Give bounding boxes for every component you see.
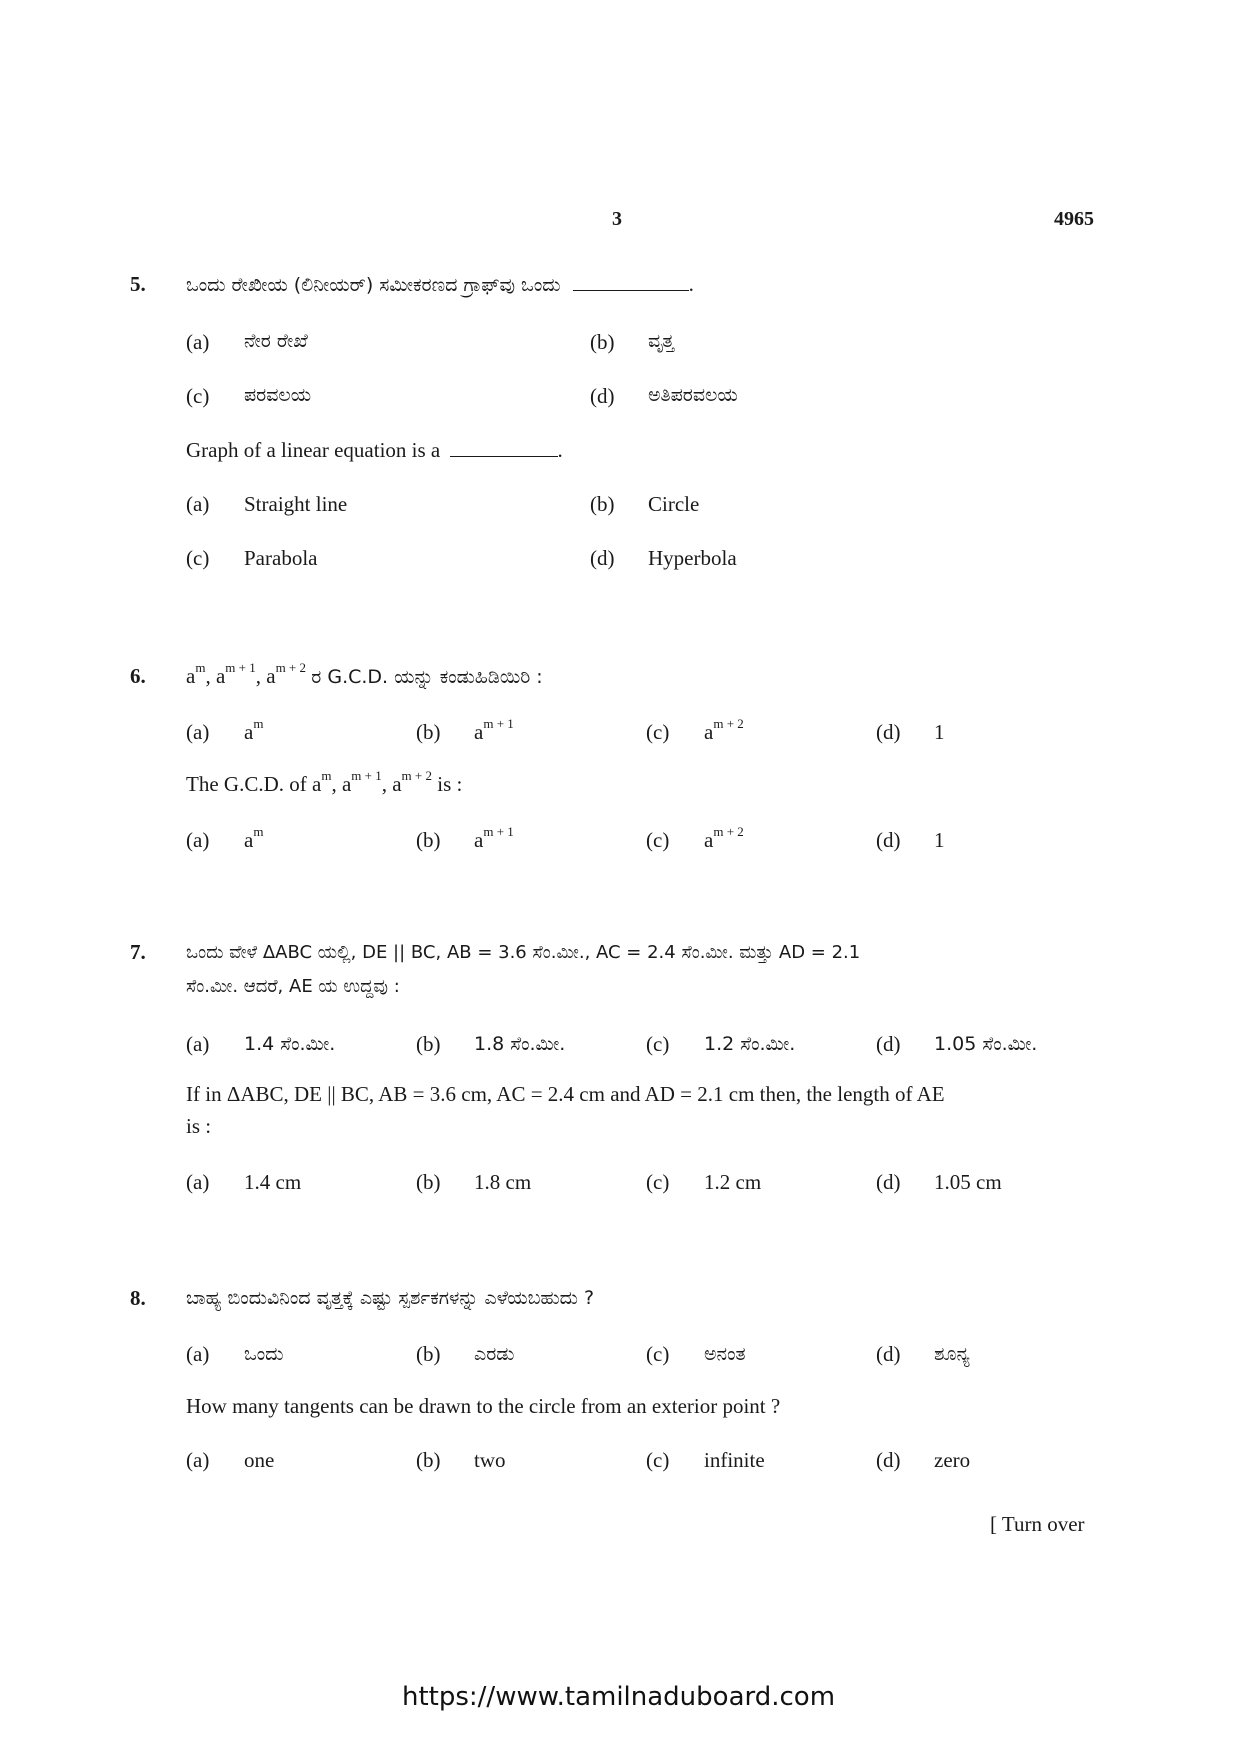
q6-kn-option-a-label: (a): [186, 720, 210, 744]
q6-en-option-d-label: (d): [876, 828, 901, 852]
q6-kn-option-b-label: (b): [416, 720, 441, 744]
q8-kn-option-b-label: (b): [416, 1342, 441, 1366]
question-5-kannada-text: ಒಂದು ರೇಖೀಯ (ಲಿನೀಯರ್) ಸಮೀಕರಣದ ಗ್ರಾಫ್‌ವು ಒಂದು: [186, 274, 561, 296]
q6-kn-option-d-text: 1: [934, 720, 945, 744]
q8-en-option-b-text: two: [474, 1448, 506, 1472]
q7-kn-option-d-text: 1.05 ಸೆಂ.ಮೀ.: [934, 1033, 1038, 1055]
question-6-kannada-text: ರ G.C.D. ಯನ್ನು ಕಂಡುಹಿಡಿಯಿರಿ :: [311, 666, 543, 688]
q7-en-option-a-text: 1.4 cm: [244, 1170, 302, 1194]
q8-kn-option-a-text: ಒಂದು: [244, 1343, 284, 1365]
q8-kn-option-a-label: (a): [186, 1342, 210, 1366]
q7-kn-option-c-text: 1.2 ಸೆಂ.ಮೀ.: [704, 1033, 796, 1055]
q8-en-option-b-label: (b): [416, 1448, 441, 1472]
q5-en-option-b-label: (b): [590, 492, 615, 516]
q5-kn-option-c-label: (c): [186, 384, 210, 408]
q5-kn-option-c-text: ಪರವಲಯ: [244, 384, 312, 406]
q5-en-option-c-text: Parabola: [244, 546, 318, 570]
q7-en-option-d-text: 1.05 cm: [934, 1170, 1002, 1194]
q7-kn-option-c-label: (c): [646, 1032, 670, 1056]
q5-kn-option-d-text: ಅತಿಪರವಲಯ: [648, 384, 738, 406]
paper-code: 4965: [1054, 208, 1094, 230]
q7-kn-option-a-text: 1.4 ಸೆಂ.ಮೀ.: [244, 1033, 336, 1055]
q8-en-option-a-label: (a): [186, 1448, 210, 1472]
answer-blank: [450, 438, 558, 457]
q6-en-option-c-text: $a^{m + 2}$: [704, 824, 744, 852]
question-5-number: 5.: [130, 272, 146, 296]
question-8-english: How many tangents can be drawn to the circle from an exterior point ?: [186, 1394, 781, 1418]
question-7-english-line1: If in ΔABC, DE || BC, AB = 3.6 cm, AC = 2.4 cm and AD = 2.1 cm then, the length of AE: [186, 1082, 945, 1106]
q8-kn-option-d-label: (d): [876, 1342, 901, 1366]
question-7-kannada-line1: ಒಂದು ವೇಳೆ ΔABC ಯಲ್ಲಿ, DE || BC, AB = 3.6 ಸೆಂ.ಮೀ., AC = 2.4 ಸೆಂ.ಮೀ. ಮತ್ತು AD = 2.1: [186, 942, 861, 963]
q6-kn-option-c-label: (c): [646, 720, 670, 744]
q8-en-option-d-text: zero: [934, 1448, 971, 1472]
q5-en-option-d-label: (d): [590, 546, 615, 570]
q7-en-option-b-text: 1.8 cm: [474, 1170, 532, 1194]
question-5-kannada: ಒಂದು ರೇಖೀಯ (ಲಿನೀಯರ್) ಸಮೀಕರಣದ ಗ್ರಾಫ್‌ವು ಒಂದು .: [186, 272, 694, 296]
q6-en-option-a-label: (a): [186, 828, 210, 852]
question-5-english: Graph of a linear equation is a .: [186, 438, 563, 462]
q7-en-option-a-label: (a): [186, 1170, 210, 1194]
q6-kn-option-a-text: $a^m$: [244, 716, 264, 744]
question-7-kannada-line2: ಸೆಂ.ಮೀ. ಆದರೆ, AE ಯ ಉದ್ದವು :: [186, 976, 400, 997]
q6-en-option-b-label: (b): [416, 828, 441, 852]
footer-url-link[interactable]: https://www.tamilnaduboard.com: [402, 1682, 836, 1712]
question-6-english: The G.C.D. of $a^m$, $a^{m + 1}$, $a^{m + 2}$ is :: [186, 768, 463, 796]
q5-en-option-a-label: (a): [186, 492, 210, 516]
question-5-english-text: Graph of a linear equation is a: [186, 438, 441, 462]
q7-kn-option-a-label: (a): [186, 1032, 210, 1056]
q6-en-option-c-label: (c): [646, 828, 670, 852]
q5-kn-option-a-label: (a): [186, 330, 210, 354]
q5-kn-option-d-label: (d): [590, 384, 615, 408]
q7-en-option-b-label: (b): [416, 1170, 441, 1194]
q6-en-option-b-text: $a^{m + 1}$: [474, 824, 514, 852]
question-7-english-line2: is :: [186, 1114, 212, 1138]
q5-en-option-d-text: Hyperbola: [648, 546, 737, 570]
q7-en-option-c-label: (c): [646, 1170, 670, 1194]
q8-kn-option-c-text: ಅನಂತ: [704, 1343, 746, 1365]
q6-en-option-a-text: $a^m$: [244, 824, 264, 852]
q7-en-option-d-label: (d): [876, 1170, 901, 1194]
q7-en-option-c-text: 1.2 cm: [704, 1170, 762, 1194]
q7-kn-option-b-label: (b): [416, 1032, 441, 1056]
q5-en-option-a-text: Straight line: [244, 492, 348, 516]
q5-en-option-c-label: (c): [186, 546, 210, 570]
q8-en-option-c-label: (c): [646, 1448, 670, 1472]
question-6-kannada: $a^m$, $a^{m + 1}$, $a^{m + 2}$ ರ G.C.D. ಯನ್ನು ಕಂಡುಹಿಡಿಯಿರಿ :: [186, 660, 543, 688]
q6-kn-option-d-label: (d): [876, 720, 901, 744]
q5-en-option-b-text: Circle: [648, 492, 700, 516]
question-8-kannada: ಬಾಹ್ಯ ಬಿಂದುವಿನಿಂದ ವೃತ್ತಕ್ಕೆ ಎಷ್ಟು ಸ್ಪರ್ಶಕಗಳನ್ನು ಎಳೆಯಬಹುದು ?: [186, 1287, 595, 1309]
question-8-number: 8.: [130, 1286, 146, 1310]
q5-kn-option-a-text: ನೇರ ರೇಖೆ: [244, 330, 308, 352]
q8-kn-option-c-label: (c): [646, 1342, 670, 1366]
q7-kn-option-b-text: 1.8 ಸೆಂ.ಮೀ.: [474, 1033, 566, 1055]
q6-en-option-d-text: 1: [934, 828, 945, 852]
q5-kn-option-b-label: (b): [590, 330, 615, 354]
q6-kn-option-c-text: $a^{m + 2}$: [704, 716, 744, 744]
q8-kn-option-b-text: ಎರಡು: [474, 1343, 515, 1365]
q7-kn-option-d-label: (d): [876, 1032, 901, 1056]
question-6-number: 6.: [130, 664, 146, 688]
q8-kn-option-d-text: ಶೂನ್ಯ: [934, 1343, 970, 1365]
q6-kn-option-b-text: $a^{m + 1}$: [474, 716, 514, 744]
turn-over-note: [ Turn over: [990, 1512, 1085, 1536]
page-number: 3: [612, 208, 622, 230]
q8-en-option-a-text: one: [244, 1448, 275, 1472]
q5-kn-option-b-text: ವೃತ್ತ: [648, 330, 675, 352]
question-7-number: 7.: [130, 940, 146, 964]
q8-en-option-c-text: infinite: [704, 1448, 765, 1472]
q8-en-option-d-label: (d): [876, 1448, 901, 1472]
answer-blank: [573, 272, 689, 291]
